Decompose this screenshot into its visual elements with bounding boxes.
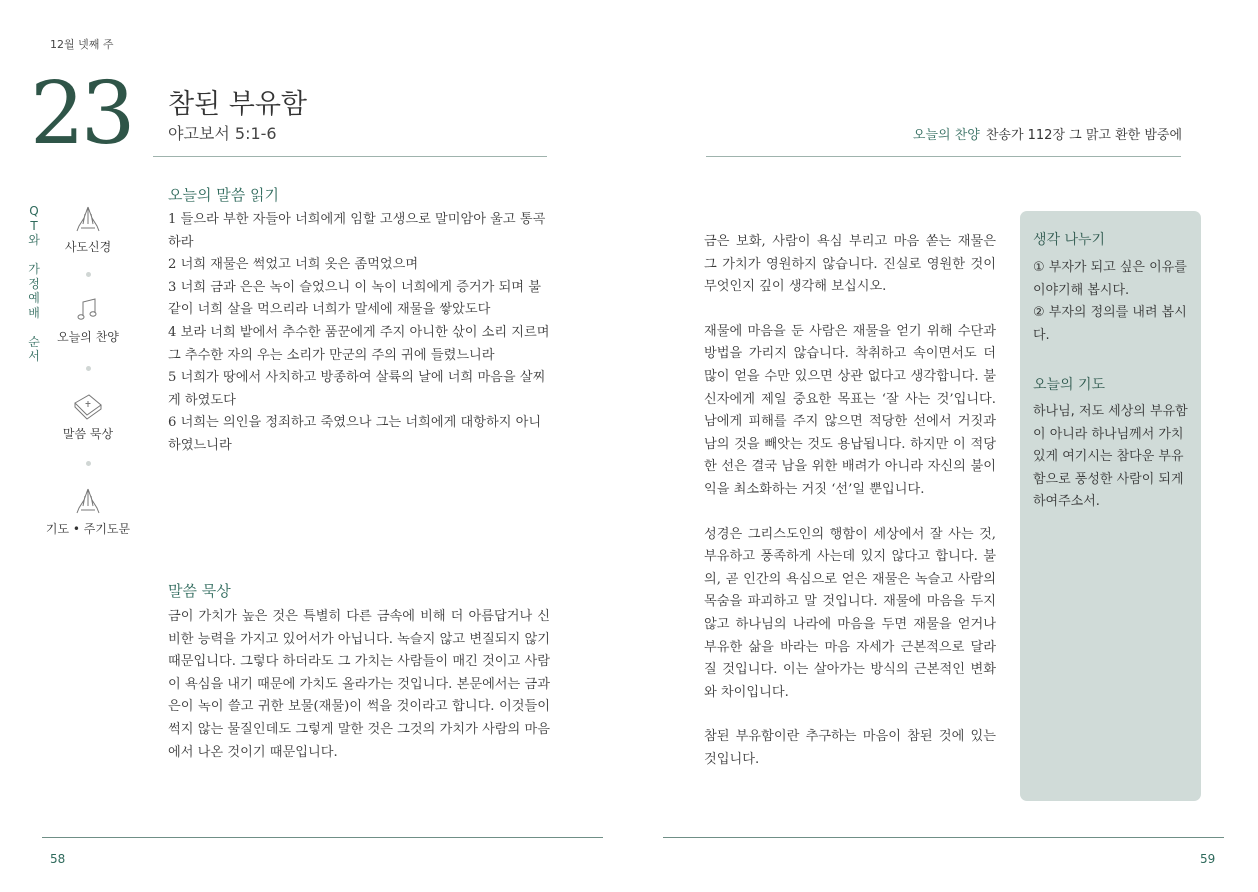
footer-rule-left (42, 837, 603, 838)
sidebar-item-prayer[interactable] (38, 486, 138, 537)
sidebar-item-label: 기도 • 주기도문 (45, 522, 131, 536)
vertical-char: 와 (28, 233, 40, 247)
vertical-char: 가 (28, 262, 40, 276)
vertical-char: T (30, 218, 38, 233)
page-number-right: 59 (1200, 852, 1216, 866)
share-item: ② 부자의 정의를 내려 봅시다. (1033, 305, 1187, 343)
verse: 6 너희는 의인을 정죄하고 죽였으나 그는 너희에게 대항하지 아니하였느니라 (168, 415, 542, 453)
share-item: ① 부자가 되고 싶은 이유를 이야기해 봅시다. (1033, 260, 1187, 298)
todays-hymn (700, 124, 1182, 143)
vertical-char: 배 (28, 305, 40, 320)
footer-rule-right (663, 837, 1224, 838)
meditation-heading: 말씀 묵상 (168, 582, 231, 600)
meditation-text-left: 금이 가치가 높은 것은 특별히 다른 금속에 비해 더 아름답거나 신비한 능력을 가지고 있어서가 아닙니다. 녹슬지 않고 변질되지 않기 때문입니다. 그렇다 하더라도 그 가치는 사람들이 매긴 것이고 사람이 욕심을 내기 때문에 가치도 올라가는 것입니다. 본문에서는 금과 은이 녹이 쓸고 귀한 보물(재물)이 썩을 것이라고 합니다. 이것들이 썩지 않는 물질인데도 그렇게 말한 것은 그것의 가치가 사람의 마음에서 나온 것이기 때문입니다. (168, 609, 550, 760)
sidebar-item-label: 사도신경 (64, 240, 112, 254)
verse: 1 들으라 부한 자들아 너희에게 임할 고생으로 말미암아 울고 통곡하라 (168, 212, 546, 250)
day-number: 23 (30, 64, 132, 164)
sidebar-dot (86, 461, 91, 466)
vertical-char: 정 (28, 276, 40, 291)
reading-heading: 오늘의 말씀 읽기 (168, 186, 279, 204)
verse: 4 보라 너희 밭에서 추수한 품꾼에게 주지 아니한 삯이 소리 지르며 그 추수한 자의 우는 소리가 만군의 주의 귀에 들렸느니라 (168, 324, 550, 363)
header-rule-left (153, 156, 547, 157)
sidebar-dot (86, 272, 91, 277)
vertical-char: Q (29, 204, 39, 218)
page-title: 참된 부유함 (168, 89, 307, 120)
verse: 5 너희가 땅에서 사치하고 방종하여 살륙의 날에 너희 마음을 살찌게 하였도다 (168, 370, 546, 408)
sidebar-item-label: 오늘의 찬양 (57, 330, 119, 344)
week-label: 12월 넷째 주 (50, 38, 114, 51)
share-heading: 생각 나누기 (1033, 232, 1106, 248)
discussion-panel (1020, 211, 1201, 801)
header-rule-right (706, 156, 1181, 157)
hymn-label: 오늘의 찬양 (912, 128, 980, 143)
praying-hands-icon (73, 204, 103, 234)
bible-icon (71, 391, 105, 421)
scripture-reference: 야고보서 5:1-6 (168, 124, 277, 143)
paragraph: 재물에 마음을 둔 사람은 재물을 얻기 위해 수단과 방법을 가리지 않습니다. 착취하고 속이면서도 더 많이 얻을 수만 있으면 상관 없다고 생각합니다. 불신자에게 제일 중요한 목표는 ‘잘 사는 것’입니다. 남에게 피해를 주지 않으면 적당한 선에서 거짓과 남의 것을 빼앗는 것도 용납됩니다. 하지만 이 적당한 선은 결국 남을 위한 배려가 아니라 자신의 불이익을 최소화하는 거짓 ‘선’일 뿐입니다. (704, 323, 996, 497)
hymn-text: 찬송가 112장 그 맑고 환한 밤중에 (985, 128, 1182, 143)
verse: 2 너희 재물은 썩었고 너희 옷은 좀먹었으며 (168, 257, 419, 273)
sidebar-item-label: 말씀 묵상 (62, 427, 114, 441)
paragraph: 금은 보화, 사람이 욕심 부리고 마음 쏟는 재물은 그 가치가 영원하지 않습니다. 진실로 영원한 것이 무엇인지 깊이 생각해 보십시오. (704, 234, 996, 295)
vertical-char: 예 (28, 291, 40, 305)
paragraph: 참된 부유함이란 추구하는 마음이 참된 것에 있는 것입니다. (704, 729, 996, 767)
vertical-char: 서 (28, 349, 40, 363)
scripture-text (168, 209, 550, 458)
sidebar-item-apostles-creed[interactable] (38, 204, 138, 255)
meditation-text-right (704, 231, 996, 793)
share-list (1033, 257, 1195, 347)
sidebar-item-meditation[interactable] (38, 391, 138, 442)
verse: 3 너희 금과 은은 녹이 슬었으니 이 녹이 너희에게 증거가 되며 불 같이 너희 살을 먹으리라 너희가 말세에 재물을 쌓았도다 (168, 279, 541, 318)
prayer-text: 하나님, 저도 세상의 부유함이 아니라 하나님께서 가치 있게 여기시는 참다운 부유함으로 풍성한 사람이 되게 하여주소서. (1033, 404, 1188, 509)
vertical-char: 순 (28, 334, 40, 349)
page-number-left: 58 (50, 852, 66, 866)
music-note-icon (73, 296, 103, 324)
prayer-heading: 오늘의 기도 (1033, 377, 1106, 393)
praying-hands-icon (73, 486, 103, 516)
sidebar-dot (86, 366, 91, 371)
paragraph: 성경은 그리스도인의 행함이 세상에서 잘 사는 것, 부유하고 풍족하게 사는데 있지 않다고 합니다. 불의, 곧 인간의 욕심으로 얻은 재물은 녹슬고 사람의 목숨을 파괴하고 말 것입니다. 재물에 마음을 두지 않고 하나님의 나라에 마음을 두면 재물을 얻거나 부유한 삶을 바라는 마음 자세가 근본적으로 달라질 것입니다. 이는 살아가는 방식의 근본적인 변화와 차이입니다. (704, 526, 996, 700)
sidebar-item-todays-hymn[interactable] (38, 296, 138, 345)
